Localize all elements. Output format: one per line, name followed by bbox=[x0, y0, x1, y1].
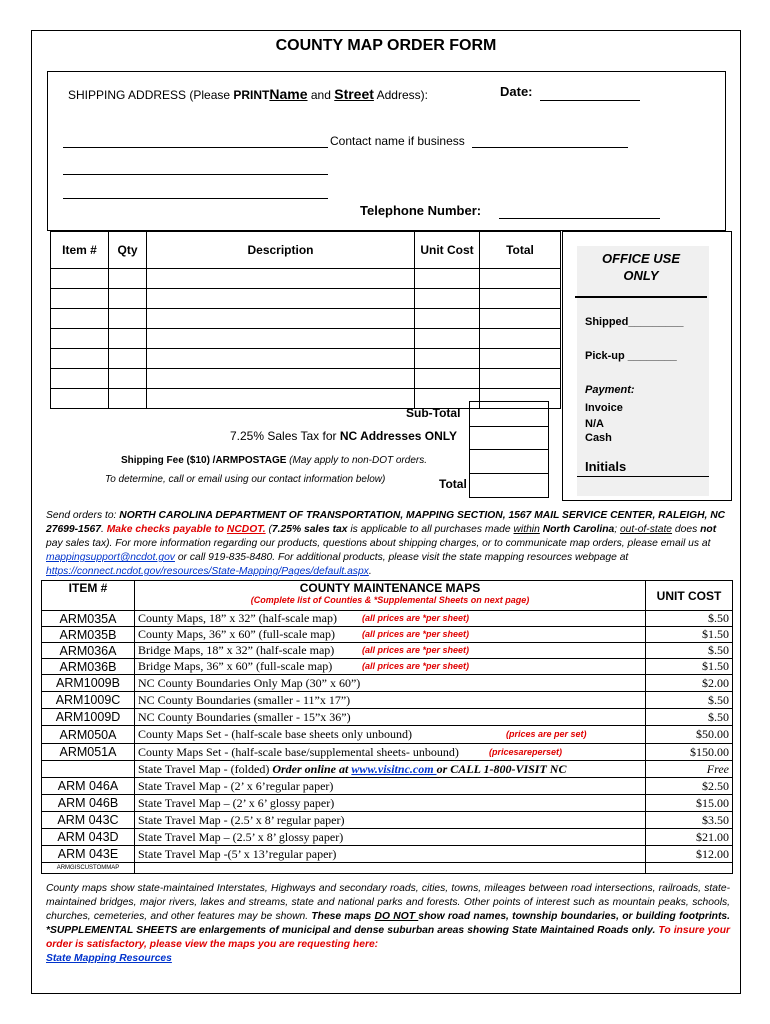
sales-tax-label: 7.25% Sales Tax for NC Addresses ONLY bbox=[230, 429, 457, 443]
address-line-1[interactable] bbox=[63, 147, 328, 148]
form-title: COUNTY MAP ORDER FORM bbox=[275, 37, 497, 54]
date-label: Date: bbox=[500, 84, 533, 99]
table-row: ARM1009C NC County Boundaries (smaller - 11”x 17”) $.50 bbox=[42, 692, 733, 709]
shipping-fee-field[interactable] bbox=[469, 449, 549, 474]
subtotal-label: Sub-Total bbox=[406, 406, 461, 420]
email-link[interactable]: mappingsupport@ncdot.gov bbox=[46, 552, 175, 563]
table-row: ARM036B Bridge Maps, 36” x 60” (full-scale map) (all prices are *per sheet) $1.50 bbox=[42, 659, 733, 675]
mapping-url-link[interactable]: https://connect.ncdot.gov/resources/State-Mapping/Pages/default.aspx bbox=[46, 566, 369, 577]
order-row[interactable] bbox=[51, 289, 561, 309]
total-label: Total bbox=[439, 477, 467, 491]
header-qty: Qty bbox=[109, 232, 147, 269]
order-row[interactable] bbox=[51, 349, 561, 369]
table-row: ARM036A Bridge Maps, 18” x 32” (half-scale map) (all prices are *per sheet) $.50 bbox=[42, 643, 733, 659]
header-unit-cost: Unit Cost bbox=[415, 232, 480, 269]
office-use-panel bbox=[577, 246, 709, 496]
order-table bbox=[50, 231, 561, 409]
pickup-field[interactable]: Pick-up ________ bbox=[585, 350, 677, 362]
telephone-field[interactable] bbox=[499, 218, 660, 219]
order-row[interactable] bbox=[51, 369, 561, 389]
map-description-text: County maps show state-maintained Interstates, Highways and secondary roads, cities, towns, mileages between road intersections, railroads, state-maintained bridges, major rivers, lakes and streams, state and national parks and forests. Other points of interest such as mountain peaks, schools, churches, cemeteries, and other features may be shown. These maps DO NOT show road names, township boundaries, or building footprints. *SUPPLEMENTAL SHEETS are enlargements of municipal and dense suburban areas showing State Maintained Roads only. To insure your order is satisfactory, please view the maps you are requesting here: State Mapping Resources bbox=[46, 883, 730, 964]
order-row[interactable] bbox=[51, 269, 561, 289]
office-use-divider bbox=[575, 296, 707, 298]
order-row[interactable] bbox=[51, 329, 561, 349]
table-row: ARM 046A State Travel Map - (2’ x 6’regular paper) $2.50 bbox=[42, 778, 733, 795]
maint-header-item: ITEM # bbox=[42, 581, 135, 611]
initials-line[interactable] bbox=[577, 476, 709, 477]
payment-label: Payment: bbox=[585, 384, 635, 396]
tax-field[interactable] bbox=[469, 425, 549, 450]
table-row: ARMGISCUSTOMMAP bbox=[42, 863, 733, 874]
table-row: State Travel Map - (folded) Order online at www.visitnc.com or CALL 1-800-VISIT NC Free bbox=[42, 761, 733, 778]
office-use-title: OFFICE USE ONLY bbox=[601, 251, 680, 283]
header-item: Item # bbox=[51, 232, 109, 269]
contact-name-label: Contact name if business bbox=[330, 134, 465, 148]
header-total: Total bbox=[480, 232, 561, 269]
table-row: ARM050A County Maps Set - (half-scale base sheets only unbound) (prices are per set) $50.00 bbox=[42, 726, 733, 744]
table-row: ARM 043E State Travel Map -(5’ x 13’regular paper) $12.00 bbox=[42, 846, 733, 863]
order-row[interactable] bbox=[51, 309, 561, 329]
date-field[interactable] bbox=[540, 100, 640, 101]
telephone-label: Telephone Number: bbox=[360, 203, 482, 218]
initials-label: Initials bbox=[585, 459, 627, 474]
header-description: Description bbox=[147, 232, 415, 269]
address-line-3[interactable] bbox=[63, 198, 328, 199]
na-option[interactable]: N/A bbox=[585, 418, 604, 430]
invoice-option[interactable]: Invoice bbox=[585, 402, 623, 414]
contact-name-field[interactable] bbox=[472, 147, 628, 148]
determine-text: To determine, call or email using our contact information below) bbox=[105, 474, 386, 485]
maint-header-cost: UNIT COST bbox=[646, 581, 733, 611]
subtotal-field[interactable] bbox=[469, 401, 549, 427]
shipping-fee-label: Shipping Fee ($10) /ARMPOSTAGE (May apply to non-DOT orders. bbox=[121, 455, 427, 466]
form-page bbox=[31, 30, 741, 994]
table-row: ARM 043D State Travel Map – (2.5’ x 8’ glossy paper) $21.00 bbox=[42, 829, 733, 846]
address-line-2[interactable] bbox=[63, 174, 328, 175]
maintenance-maps-table bbox=[41, 580, 733, 874]
maint-header-title: COUNTY MAINTENANCE MAPS (Complete list of Counties & *Supplemental Sheets on next page) bbox=[135, 581, 646, 611]
total-field[interactable] bbox=[469, 473, 549, 498]
table-row: ARM1009D NC County Boundaries (smaller - 15”x 36”) $.50 bbox=[42, 709, 733, 726]
table-row: ARM 043C State Travel Map - (2.5’ x 8’ regular paper) $3.50 bbox=[42, 812, 733, 829]
table-row: ARM1009B NC County Boundaries Only Map (30” x 60”) $2.00 bbox=[42, 675, 733, 692]
table-row: ARM035B County Maps, 36” x 60” (full-scale map) (all prices are *per sheet) $1.50 bbox=[42, 627, 733, 643]
send-orders-text: Send orders to: NORTH CAROLINA DEPARTMENT OF TRANSPORTATION, MAPPING SECTION, 1567 MAIL SERVICE CENTER, RALEIGH, NC 27699-1567. Make checks payable to NCDOT. (7.25% sales tax is applicable to all purchases made within North Carolina; out-of-state does not pay sales tax). For more information regarding our products, questions about shipping charges, or to communicate map orders, please email us at mappingsupport@ncdot.gov or call 919-835-8480. For additional products, please visit the state mapping resources webpage at https://connect.ncdot.gov/resources/State-Mapping/Pages/default.aspx. bbox=[46, 510, 726, 577]
table-row: ARM 046B State Travel Map – (2’ x 6’ glossy paper) $15.00 bbox=[42, 795, 733, 812]
shipped-field[interactable]: Shipped_________ bbox=[585, 316, 684, 328]
visitnc-link[interactable]: www.visitnc.com bbox=[351, 761, 437, 776]
cash-option[interactable]: Cash bbox=[585, 432, 612, 444]
shipping-address-box bbox=[47, 71, 726, 231]
shipping-address-label: SHIPPING ADDRESS (Please PRINTName and Street Address): bbox=[68, 86, 428, 102]
table-row: ARM035A County Maps, 18” x 32” (half-scale map) (all prices are *per sheet) $.50 bbox=[42, 611, 733, 627]
state-mapping-resources-link[interactable]: State Mapping Resources bbox=[46, 953, 172, 964]
table-row: ARM051A County Maps Set - (half-scale base/supplemental sheets- unbound) (pricesareperset) $150.00 bbox=[42, 744, 733, 761]
